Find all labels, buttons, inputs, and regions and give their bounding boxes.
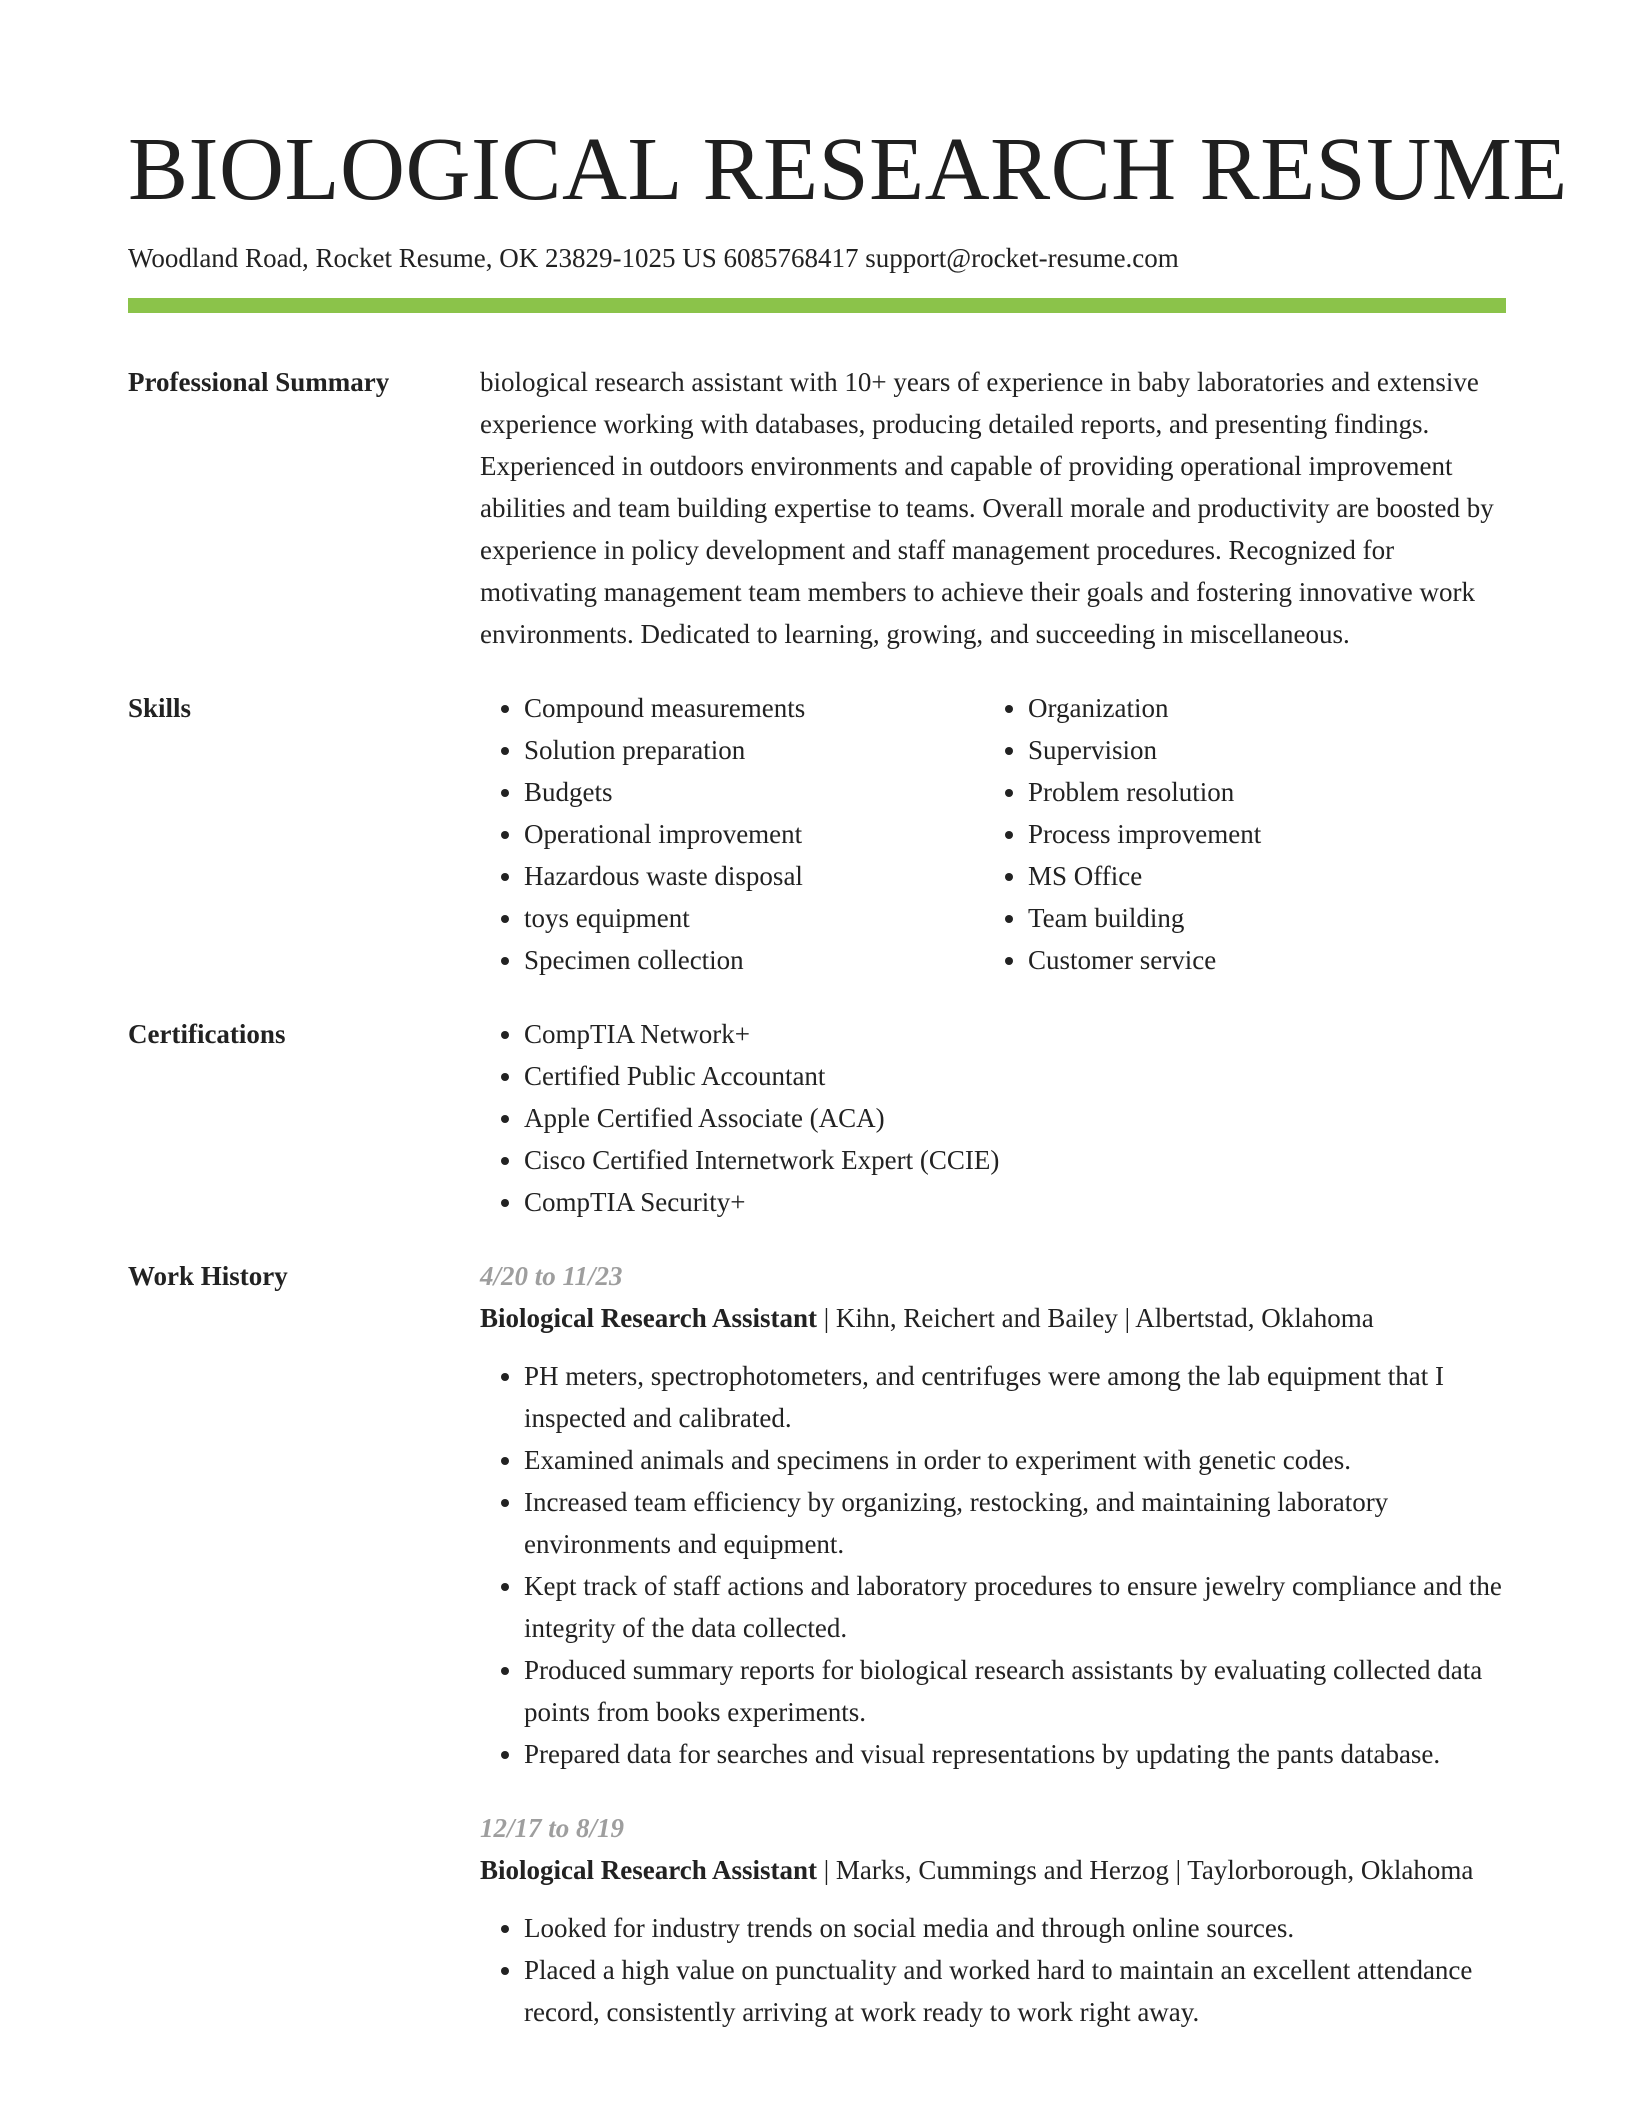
- skill-item: • Solution preparation: [524, 729, 984, 771]
- skill-item: • Budgets: [524, 771, 984, 813]
- skill-item: • MS Office: [1028, 855, 1508, 897]
- skill-item: • Problem resolution: [1028, 771, 1508, 813]
- skill-item: • Customer service: [1028, 939, 1508, 981]
- summary-section: [128, 361, 1506, 655]
- certification-item: • CompTIA Security+: [524, 1181, 1506, 1223]
- skills-label: Skills: [128, 693, 192, 723]
- skill-item: • Operational improvement: [524, 813, 984, 855]
- job-title: Biological Research Assistant: [480, 1303, 817, 1333]
- accent-divider: [128, 298, 1506, 313]
- skill-item: • Hazardous waste disposal: [524, 855, 984, 897]
- summary-text: biological research assistant with 10+ years of experience in baby laboratories and extensive experience working with databases, producing detailed reports, and presenting findings. Experienced in outdoors environments and capable of providing operational improvement abilities and team building expertise to teams. Overall morale and productivity are boosted by experience in policy development and staff management procedures. Recognized for motivating management team members to achieve their goals and fostering innovative work environments. Dedicated to learning, growing, and succeeding in miscellaneous.: [480, 367, 1494, 649]
- summary-label: Professional Summary: [128, 367, 390, 397]
- job-heading: [480, 1297, 1506, 1339]
- certification-item: • CompTIA Network+: [524, 1013, 1506, 1055]
- job-heading: [480, 1849, 1506, 1891]
- skills-section: [128, 687, 1506, 981]
- certifications-section: [128, 1013, 1506, 1223]
- job-bullets: [480, 1355, 1506, 1775]
- work-history-label: Work History: [128, 1261, 288, 1291]
- skill-item: • toys equipment: [524, 897, 984, 939]
- skills-columns: [480, 687, 1506, 981]
- skills-list-left: [480, 687, 984, 981]
- certifications-label: Certifications: [128, 1019, 286, 1049]
- certifications-list: [480, 1013, 1506, 1223]
- job-bullet: • Produced summary reports for biological research assistants by evaluating collected data points from books experiments.: [524, 1649, 1506, 1733]
- job-dates: 12/17 to 8/19: [480, 1813, 625, 1843]
- job-entry: [480, 1807, 1506, 2033]
- job-bullet: • Placed a high value on punctuality and worked hard to maintain an excellent attendance record, consistently arriving at work ready to work right away.: [524, 1949, 1506, 2033]
- job-bullet: • Looked for industry trends on social media and through online sources.: [524, 1907, 1506, 1949]
- work-history-content: [480, 1255, 1506, 2033]
- job-title: Biological Research Assistant: [480, 1855, 817, 1885]
- job-bullet: • Prepared data for searches and visual representations by updating the pants database.: [524, 1733, 1506, 1775]
- resume-page: [128, 0, 1568, 2033]
- work-history-section: [128, 1255, 1506, 2033]
- job-dates: 4/20 to 11/23: [480, 1261, 623, 1291]
- job-bullet: • PH meters, spectrophotometers, and centrifuges were among the lab equipment that I inspected and calibrated.: [524, 1355, 1506, 1439]
- skills-list-right: [984, 687, 1508, 981]
- job-entry: [480, 1255, 1506, 1775]
- job-employer-location: | Marks, Cummings and Herzog | Taylorborough, Oklahoma: [817, 1855, 1474, 1885]
- certification-item: • Apple Certified Associate (ACA): [524, 1097, 1506, 1139]
- skill-item: • Process improvement: [1028, 813, 1508, 855]
- contact-line: Woodland Road, Rocket Resume, OK 23829-1025 US 6085768417 support@rocket-resume.com: [128, 243, 1179, 273]
- job-bullet: • Increased team efficiency by organizing, restocking, and maintaining laboratory environments and equipment.: [524, 1481, 1506, 1565]
- certification-item: • Certified Public Accountant: [524, 1055, 1506, 1097]
- job-employer-location: | Kihn, Reichert and Bailey | Albertstad, Oklahoma: [817, 1303, 1374, 1333]
- skill-item: • Specimen collection: [524, 939, 984, 981]
- job-bullet: • Examined animals and specimens in order to experiment with genetic codes.: [524, 1439, 1506, 1481]
- resume-title: BIOLOGICAL RESEARCH RESUME: [128, 120, 1568, 219]
- job-bullet: • Kept track of staff actions and laboratory procedures to ensure jewelry compliance and the integrity of the data collected.: [524, 1565, 1506, 1649]
- skill-item: • Compound measurements: [524, 687, 984, 729]
- skill-item: • Organization: [1028, 687, 1508, 729]
- skill-item: • Team building: [1028, 897, 1508, 939]
- certifications-content: [480, 1013, 1506, 1223]
- certification-item: • Cisco Certified Internetwork Expert (CCIE): [524, 1139, 1506, 1181]
- skill-item: • Supervision: [1028, 729, 1508, 771]
- job-bullets: [480, 1907, 1506, 2033]
